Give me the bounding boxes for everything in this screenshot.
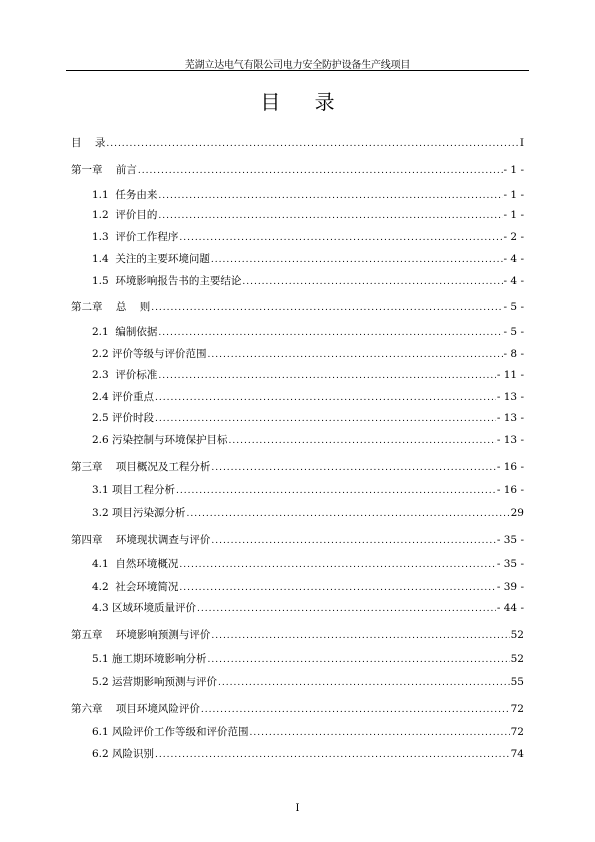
toc-leader-dots: [158, 370, 495, 382]
toc-entry-page: 55: [510, 676, 524, 688]
toc-entry-label: 目 录: [71, 137, 106, 149]
toc-section-entry[interactable]: [92, 557, 524, 571]
toc-entry-label: 第四章 环境现状调查与评价: [71, 534, 211, 546]
toc-leader-dots: [187, 508, 510, 520]
toc-entry-page: 72: [510, 726, 524, 738]
toc-leader-dots: [211, 535, 496, 547]
toc-leader-dots: [155, 749, 510, 761]
toc-leader-dots: [138, 165, 503, 177]
toc-leader-dots: [208, 654, 510, 666]
toc-entry-page: - 16 -: [496, 461, 524, 473]
toc-leader-dots: [179, 582, 495, 594]
toc-leader-dots: [179, 232, 502, 244]
toc-entry-label: 3.1 项目工程分析: [92, 484, 176, 496]
toc-entry-label: 2.2 评价等级与评价范围: [92, 348, 207, 360]
toc-entry-page: 72: [510, 703, 524, 715]
toc-entry-label: 4.2 社会环境简况: [92, 581, 179, 593]
toc-leader-dots: [155, 413, 496, 425]
toc-entry-label: 2.5 评价时段: [92, 412, 155, 424]
toc-leader-dots: [250, 727, 510, 739]
toc-entry-page: - 1 -: [503, 189, 524, 201]
toc-leader-dots: [211, 630, 509, 642]
toc-entry-label: 1.1 任务由来: [92, 189, 158, 201]
toc-chapter-entry[interactable]: [71, 136, 524, 150]
toc-leader-dots: [106, 138, 518, 150]
toc-entry-page: - 1 -: [503, 164, 524, 176]
toc-entry-page: 29: [510, 507, 524, 519]
toc-section-entry[interactable]: [92, 230, 524, 244]
toc-entry-label: 第二章 总 则: [71, 301, 151, 313]
toc-leader-dots: [197, 603, 496, 615]
toc-entry-label: 第三章 项目概况及工程分析: [71, 461, 211, 473]
toc-entry-label: 2.1 编制依据: [92, 326, 158, 338]
running-header: 芜湖立达电气有限公司电力安全防护设备生产线项目: [184, 60, 411, 71]
toc-entry-page: - 4 -: [503, 253, 524, 265]
page-title: 目 录: [260, 90, 349, 114]
toc-section-entry[interactable]: [92, 325, 524, 339]
toc-entry-page: 52: [510, 629, 524, 641]
toc-entry-page: - 16 -: [496, 484, 524, 496]
toc-entry-page: - 44 -: [496, 602, 524, 614]
toc-entry-label: 2.6 污染控制与环境保护目标: [92, 434, 228, 446]
toc-section-entry[interactable]: [92, 652, 524, 666]
toc-entry-page: - 4 -: [503, 275, 524, 287]
toc-entry-label: 第一章 前言: [71, 164, 137, 176]
toc-entry-page: - 5 -: [503, 301, 524, 313]
toc-entry-page: I: [519, 137, 524, 149]
toc-leader-dots: [208, 349, 503, 361]
toc-entry-label: 6.2 风险识别: [92, 748, 155, 760]
toc-leader-dots: [201, 704, 510, 716]
toc-leader-dots: [211, 254, 503, 266]
toc-entry-page: 74: [510, 748, 524, 760]
toc-section-entry[interactable]: [92, 433, 524, 447]
toc-entry-label: 4.3 区域环境质量评价: [92, 602, 197, 614]
toc-entry-page: - 35 -: [496, 558, 524, 570]
toc-entry-page: - 35 -: [496, 534, 524, 546]
toc-entry-page: - 39 -: [496, 581, 524, 593]
toc-entry-label: 5.1 施工期环境影响分析: [92, 653, 207, 665]
toc-section-entry[interactable]: [92, 601, 524, 615]
toc-section-entry[interactable]: [92, 368, 524, 382]
toc-entry-label: 1.2 评价目的: [92, 209, 158, 221]
toc-chapter-entry[interactable]: [71, 702, 524, 716]
toc-leader-dots: [158, 327, 502, 339]
toc-leader-dots: [151, 302, 502, 314]
toc-section-entry[interactable]: [92, 274, 524, 288]
toc-entry-label: 第五章 环境影响预测与评价: [71, 629, 211, 641]
toc-entry-label: 3.2 项目污染源分析: [92, 507, 186, 519]
toc-leader-dots: [176, 485, 496, 497]
toc-chapter-entry[interactable]: [71, 163, 524, 177]
toc-entry-page: - 2 -: [503, 231, 524, 243]
toc-leader-dots: [155, 392, 496, 404]
toc-chapter-entry[interactable]: [71, 533, 524, 547]
toc-entry-label: 2.3 评价标准: [92, 369, 158, 381]
toc-entry-label: 1.5 环境影响报告书的主要结论: [92, 275, 242, 287]
toc-entry-label: 第六章 项目环境风险评价: [71, 703, 200, 715]
toc-section-entry[interactable]: [92, 411, 524, 425]
toc-entry-page: - 11 -: [496, 369, 524, 381]
toc-entry-label: 5.2 运营期影响预测与评价: [92, 676, 218, 688]
toc-section-entry[interactable]: [92, 390, 524, 404]
toc-section-entry[interactable]: [92, 506, 524, 520]
toc-entry-label: 2.4 评价重点: [92, 391, 155, 403]
toc-leader-dots: [179, 559, 495, 571]
toc-entry-label: 6.1 风险评价工作等级和评价范围: [92, 726, 249, 738]
toc-entry-page: 52: [510, 653, 524, 665]
toc-leader-dots: [158, 210, 502, 222]
toc-leader-dots: [158, 190, 502, 202]
toc-leader-dots: [218, 677, 510, 689]
toc-chapter-entry[interactable]: [71, 460, 524, 474]
toc-entry-page: - 13 -: [496, 412, 524, 424]
toc-section-entry[interactable]: [92, 483, 524, 497]
toc-chapter-entry[interactable]: [71, 628, 524, 642]
toc-leader-dots: [229, 435, 496, 447]
toc-section-entry[interactable]: [92, 675, 524, 689]
toc-entry-page: - 1 -: [503, 209, 524, 221]
toc-section-entry[interactable]: [92, 580, 524, 594]
toc-entry-label: 1.4 关注的主要环境问题: [92, 253, 210, 265]
toc-entry-page: - 13 -: [496, 434, 524, 446]
toc-section-entry[interactable]: [92, 208, 524, 222]
toc-section-entry[interactable]: [92, 747, 524, 761]
toc-section-entry[interactable]: [92, 725, 524, 739]
toc-section-entry[interactable]: [92, 252, 524, 266]
toc-entry-label: 1.3 评价工作程序: [92, 231, 179, 243]
header-rule: [66, 70, 529, 71]
toc-leader-dots: [211, 462, 496, 474]
toc-chapter-entry[interactable]: [71, 300, 524, 314]
toc-leader-dots: [242, 276, 502, 288]
toc-entry-label: 4.1 自然环境概况: [92, 558, 179, 570]
page-number: I: [295, 803, 300, 814]
toc-section-entry[interactable]: [92, 347, 524, 361]
toc-entry-page: - 5 -: [503, 326, 524, 338]
toc-entry-page: - 13 -: [496, 391, 524, 403]
toc-entry-page: - 8 -: [503, 348, 524, 360]
toc-section-entry[interactable]: [92, 188, 524, 202]
